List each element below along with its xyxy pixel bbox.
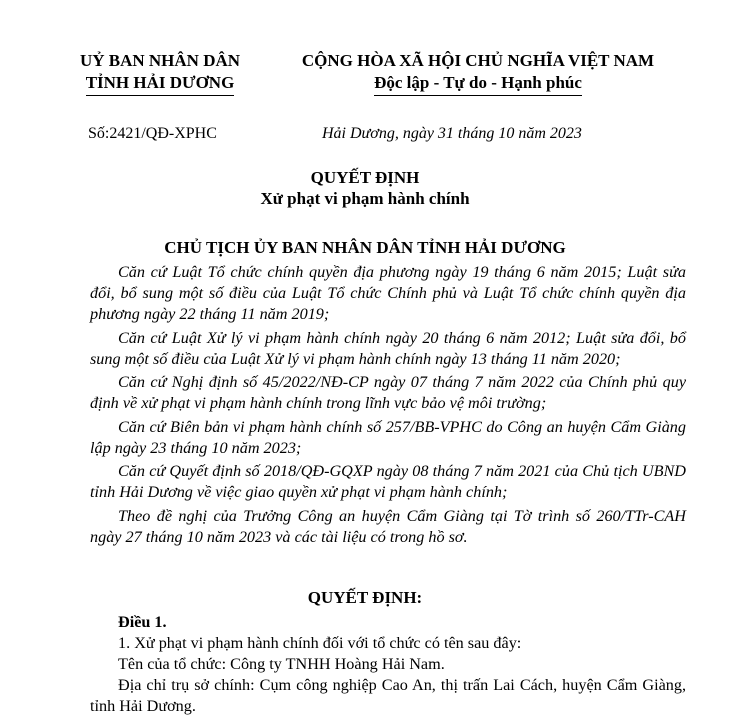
issuing-authority-header: [60, 50, 260, 96]
preamble-item: Căn cứ Biên bản vi phạm hành chính số 257/BB-VPHC do Công an huyện Cẩm Giàng lập ngày 23 tháng 10 năm 2023;: [90, 417, 686, 457]
article-line: Địa chỉ trụ sở chính: Cụm công nghiệp Cao An, thị trấn Lai Cách, huyện Cẩm Giàng, tỉnh Hải Dương.: [90, 676, 686, 715]
issuing-authority-line2: TỈNH HẢI DƯƠNG: [86, 72, 235, 96]
national-motto-wrap: [268, 72, 688, 96]
preamble-item: Căn cứ Luật Xử lý vi phạm hành chính ngày 20 tháng 6 năm 2012; Luật sửa đổi, bổ sung một số điều của Luật Xử lý vi phạm hành chính ngày 13 tháng 11 năm 2020;: [90, 328, 686, 368]
issuing-authority-line1: UỶ BAN NHÂN DÂN: [79, 51, 241, 70]
article-line: Tên của tổ chức: Công ty TNHH Hoàng Hải Nam.: [118, 655, 445, 673]
national-motto-header: [268, 50, 688, 96]
article-title: Điều 1.: [118, 613, 167, 631]
article-line: 1. Xử phạt vi phạm hành chính đối với tổ chức có tên sau đây:: [118, 634, 522, 652]
preamble-item: Căn cứ Nghị định số 45/2022/NĐ-CP ngày 07 tháng 7 năm 2022 của Chính phủ quy định về xử phạt vi phạm hành chính trong lĩnh vực bảo vệ môi trường;: [90, 373, 686, 412]
issuing-authority-line2-wrap: [60, 72, 260, 96]
national-motto: Độc lập - Tự do - Hạnh phúc: [374, 72, 582, 96]
document-title: QUYẾT ĐỊNH: [310, 168, 420, 187]
article-1: [90, 612, 686, 717]
document-number: Số:2421/QĐ-XPHC: [88, 125, 217, 142]
decision-authority: CHỦ TỊCH ỦY BAN NHÂN DÂN TỈNH HẢI DƯƠNG: [164, 238, 566, 257]
national-title: CỘNG HÒA XÃ HỘI CHỦ NGHĨA VIỆT NAM: [301, 51, 655, 70]
decision-heading: QUYẾT ĐỊNH:: [307, 588, 423, 607]
preamble: [90, 262, 686, 550]
document-subtitle: Xử phạt vi phạm hành chính: [260, 189, 470, 208]
preamble-item: Căn cứ Quyết định số 2018/QĐ-GQXP ngày 08 tháng 7 năm 2021 của Chủ tịch UBND tỉnh Hải Dương về việc giao quyền xử phạt vi phạm hành chính;: [90, 462, 686, 501]
preamble-item: Căn cứ Luật Tổ chức chính quyền địa phương ngày 19 tháng 6 năm 2015; Luật sửa đổi, bổ sung một số điều của Luật Tổ chức Chính phủ và Luật Tổ chức chính quyền địa phương ngày 22 tháng 11 năm 2019;: [90, 263, 686, 323]
place-and-date: Hải Dương, ngày 31 tháng 10 năm 2023: [322, 125, 582, 142]
preamble-item: Theo đề nghị của Trưởng Công an huyện Cẩm Giàng tại Tờ trình số 260/TTr-CAH ngày 27 tháng 10 năm 2023 và các tài liệu có trong hồ sơ.: [90, 506, 686, 546]
